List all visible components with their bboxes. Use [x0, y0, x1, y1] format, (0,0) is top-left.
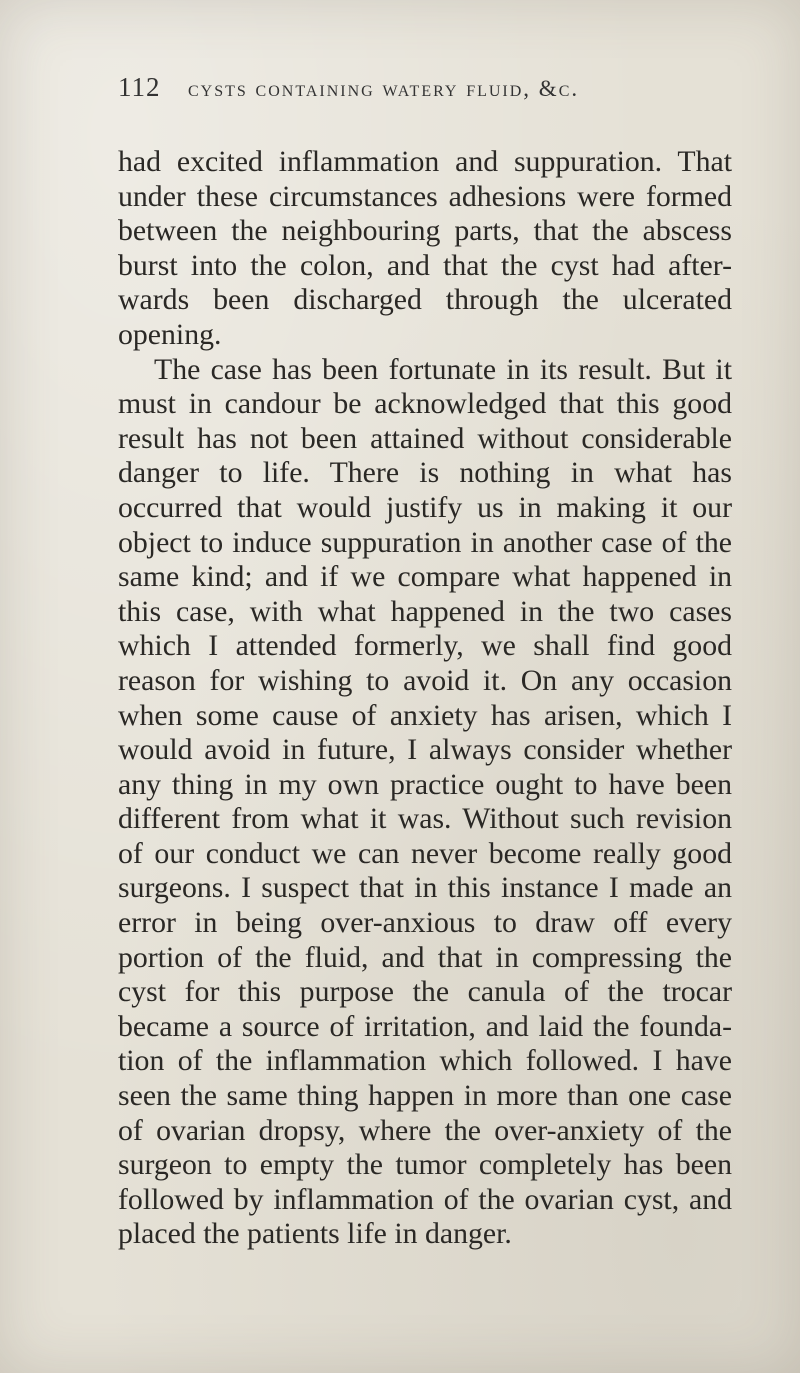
- paragraph-case-result: The case has been fortunate in its result. But it must in candour be acknowledged that this good result has not been attained without considerable danger to life. There is nothing in what has occurred that would justify us in making it our object to induce suppuration in another case of the same kind; and if we compare what happened in this case, with what happened in the two cases which I attended formerly, we shall find good reason for wishing to avoid it. On any occasion when some cause of anxiety has arisen, which I would avoid in future, I always consider whether any thing in my own practice ought to have been different from what it was. Without such revision of our conduct we can never become really good surgeons. I suspect that in this instance I made an error in being over-anxious to draw off every portion of the fluid, and that in compressing the cyst for this purpose the canula of the trocar became a source of irritation, and laid the founda-tion of the inflammation which followed. I have seen the same thing happen in more than one case of ovarian dropsy, where the over-anxiety of the surgeon to empty the tumor completely has been followed by inflammation of the ovarian cyst, and placed the patients life in danger.: [118, 352, 732, 1251]
- running-head: [118, 72, 732, 103]
- paragraph-continued: had excited inflammation and suppuration. That under these circumstances adhesions were formed between the neighbouring parts, that the abscess burst into the colon, and that the cyst had after-wards been discharged through the ulcerated opening.: [118, 145, 732, 351]
- body-text: [118, 145, 732, 1252]
- running-title: cysts containing watery fluid, &c.: [188, 76, 580, 101]
- page-number: 112: [118, 72, 161, 102]
